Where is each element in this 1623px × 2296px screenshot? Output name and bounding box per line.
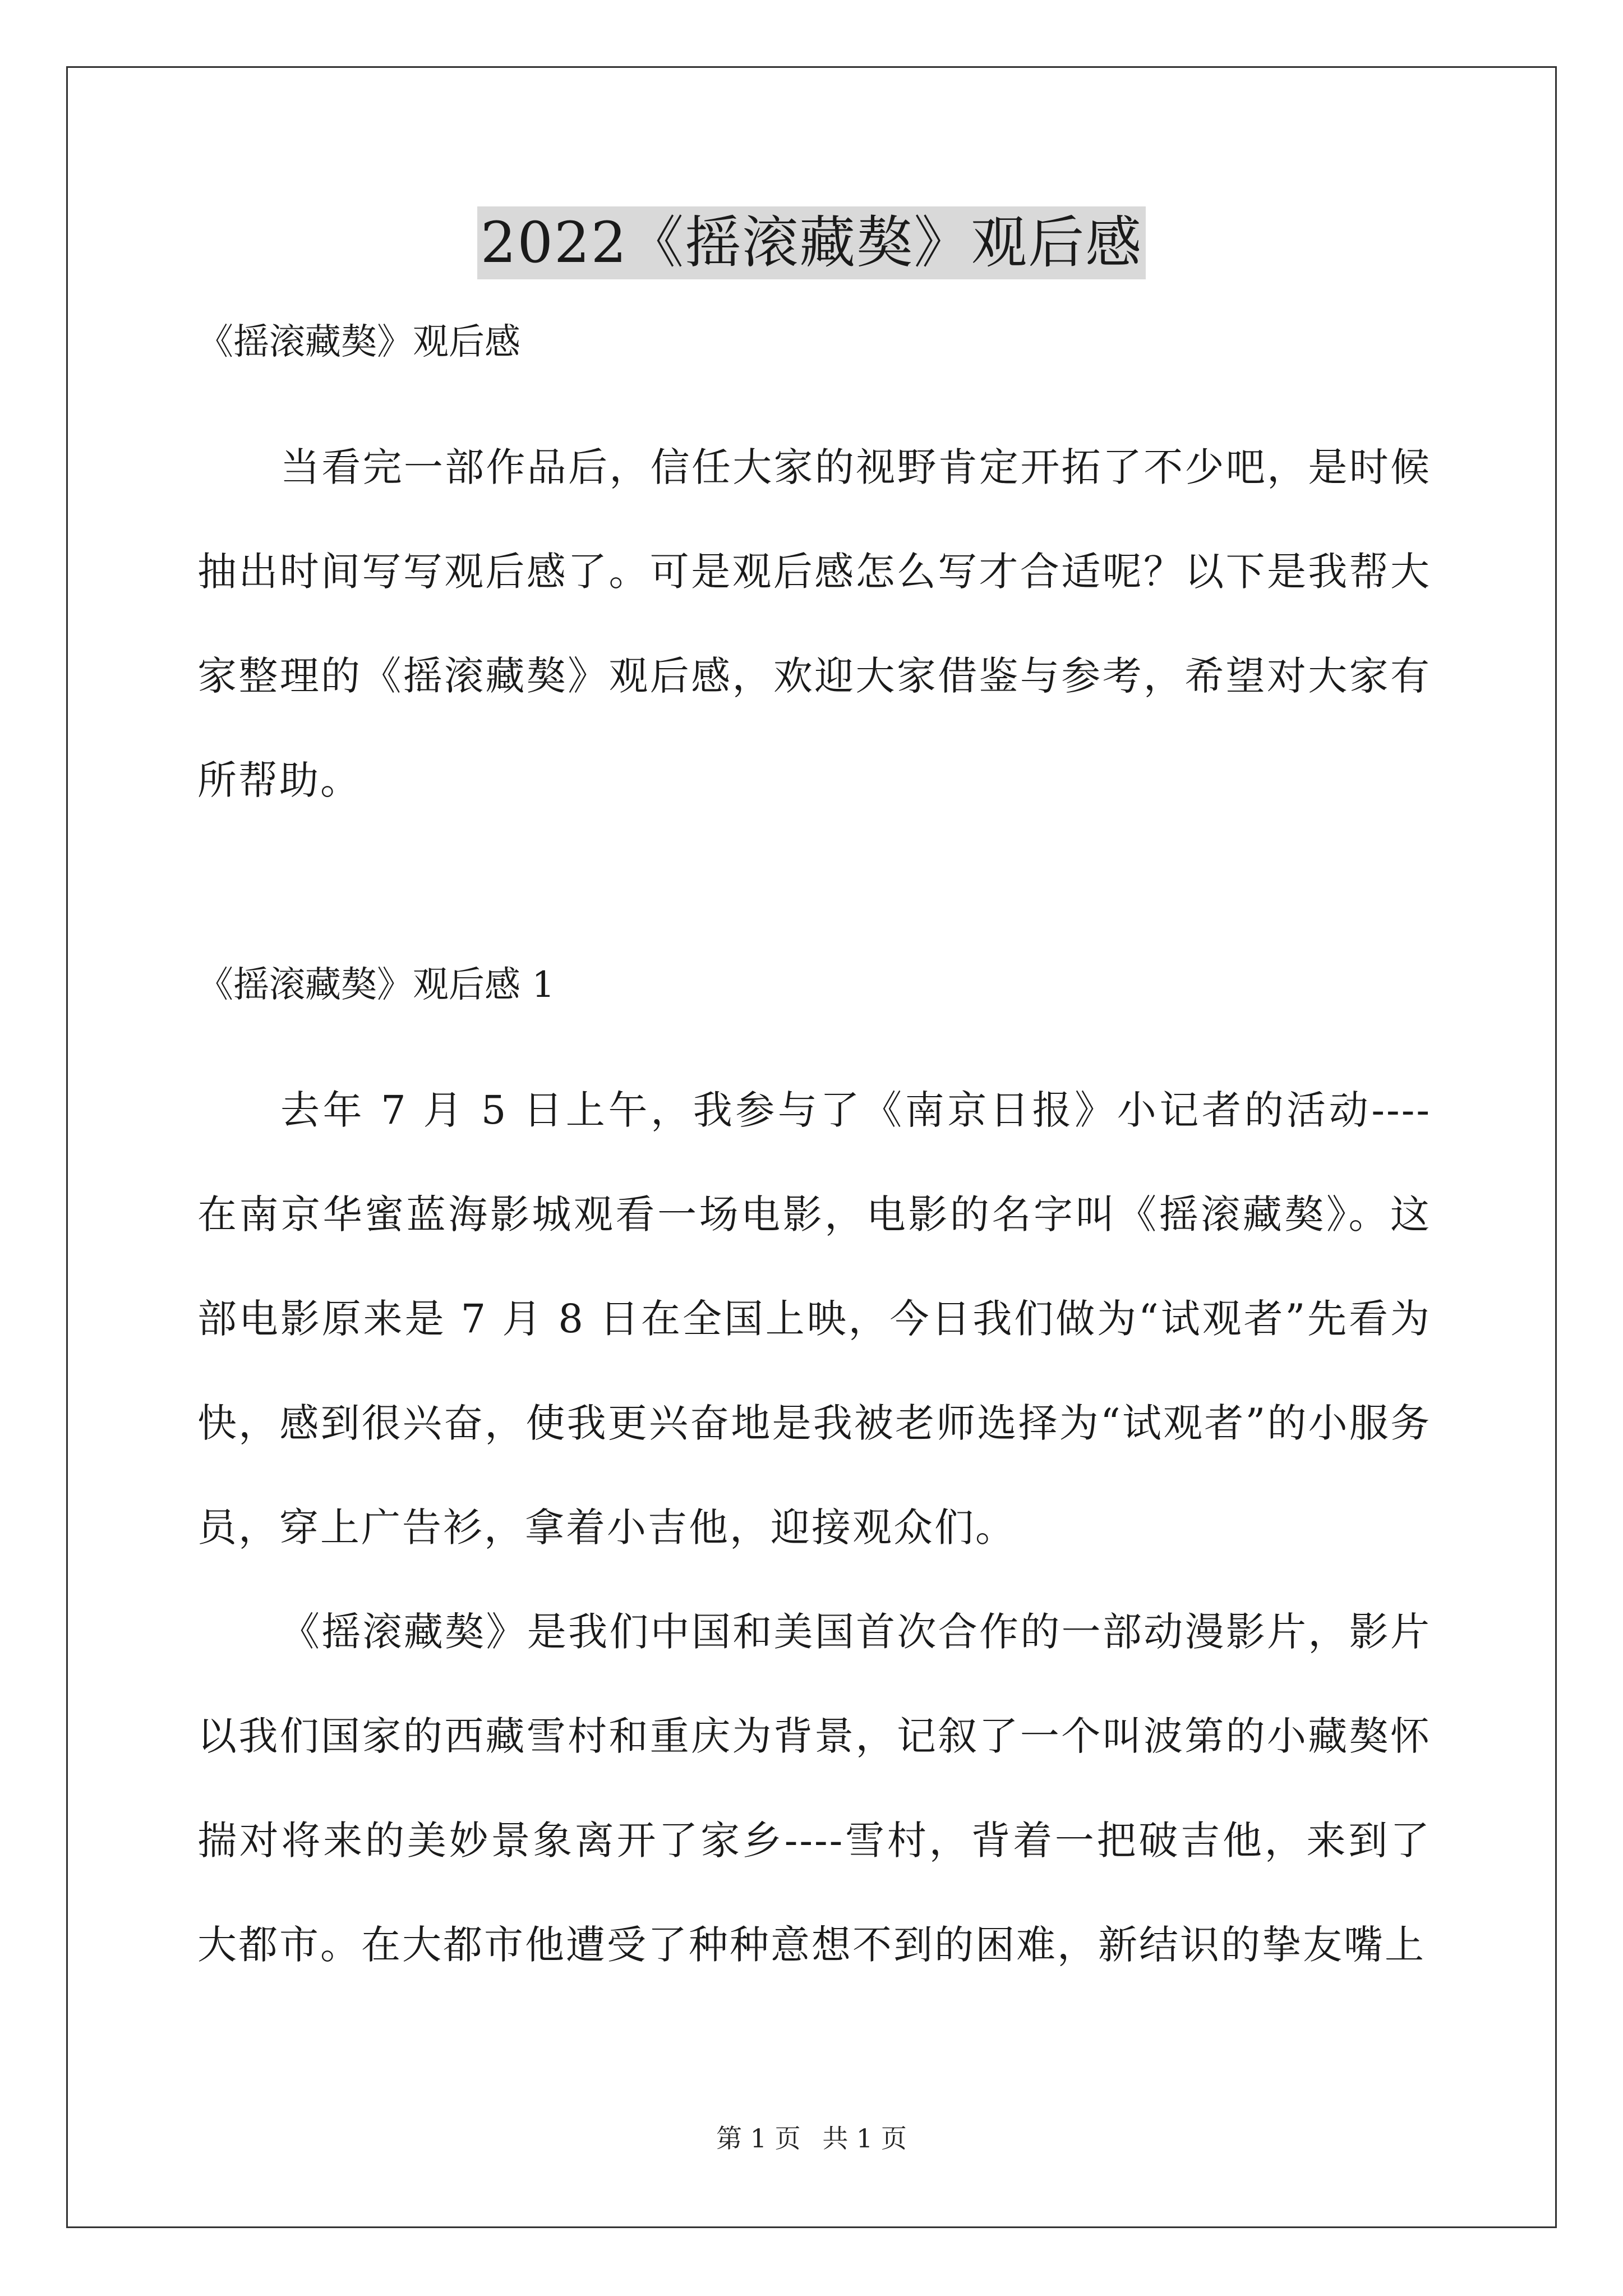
document-subtitle: 《摇滚藏獒》观后感 [197, 321, 520, 363]
title-wrap [0, 206, 1623, 279]
intro-paragraph: 当看完一部作品后，信任大家的视野肯定开拓了不少吧，是时候抽出时间写写观后感了。可是观后感怎么写才合适呢？以下是我帮大家整理的《摇滚藏獒》观后感，欢迎大家借鉴与参考，希望对大家有所帮助。 [197, 444, 1431, 803]
document-body [197, 314, 1431, 1997]
section-1-paragraph: 《摇滚藏獒》是我们中国和美国首次合作的一部动漫影片，影片以我们国家的西藏雪村和重庆为背景，记叙了一个叫波第的小藏獒怀揣对将来的美妙景象离开了家乡----雪村，背着一把破吉他，来到了大都市。在大都市他遭受了种种意想不到的困难，新结识的挚友嘴上 [197, 1609, 1431, 1968]
page-footer [0, 2122, 1623, 2155]
page-count: 共 1 页 [822, 2123, 907, 2154]
page-number: 第 1 页 [716, 2123, 801, 2154]
section-1-paragraph: 去年 7 月 5 日上午，我参与了《南京日报》小记者的活动----在南京华蜜蓝海影城观看一场电影，电影的名字叫《摇滚藏獒》。这部电影原来是 7 月 8 日在全国上映，今日我们做为“试观者”先看为快，感到很兴奋，使我更兴奋地是我被老师选择为“试观者”的小服务员，穿上广告衫，拿着小吉他，迎接观众们。 [197, 1087, 1431, 1550]
section-1-heading: 《摇滚藏獒》观后感 1 [197, 964, 555, 1006]
document-title: 2022《摇滚藏獒》观后感 [477, 206, 1146, 279]
